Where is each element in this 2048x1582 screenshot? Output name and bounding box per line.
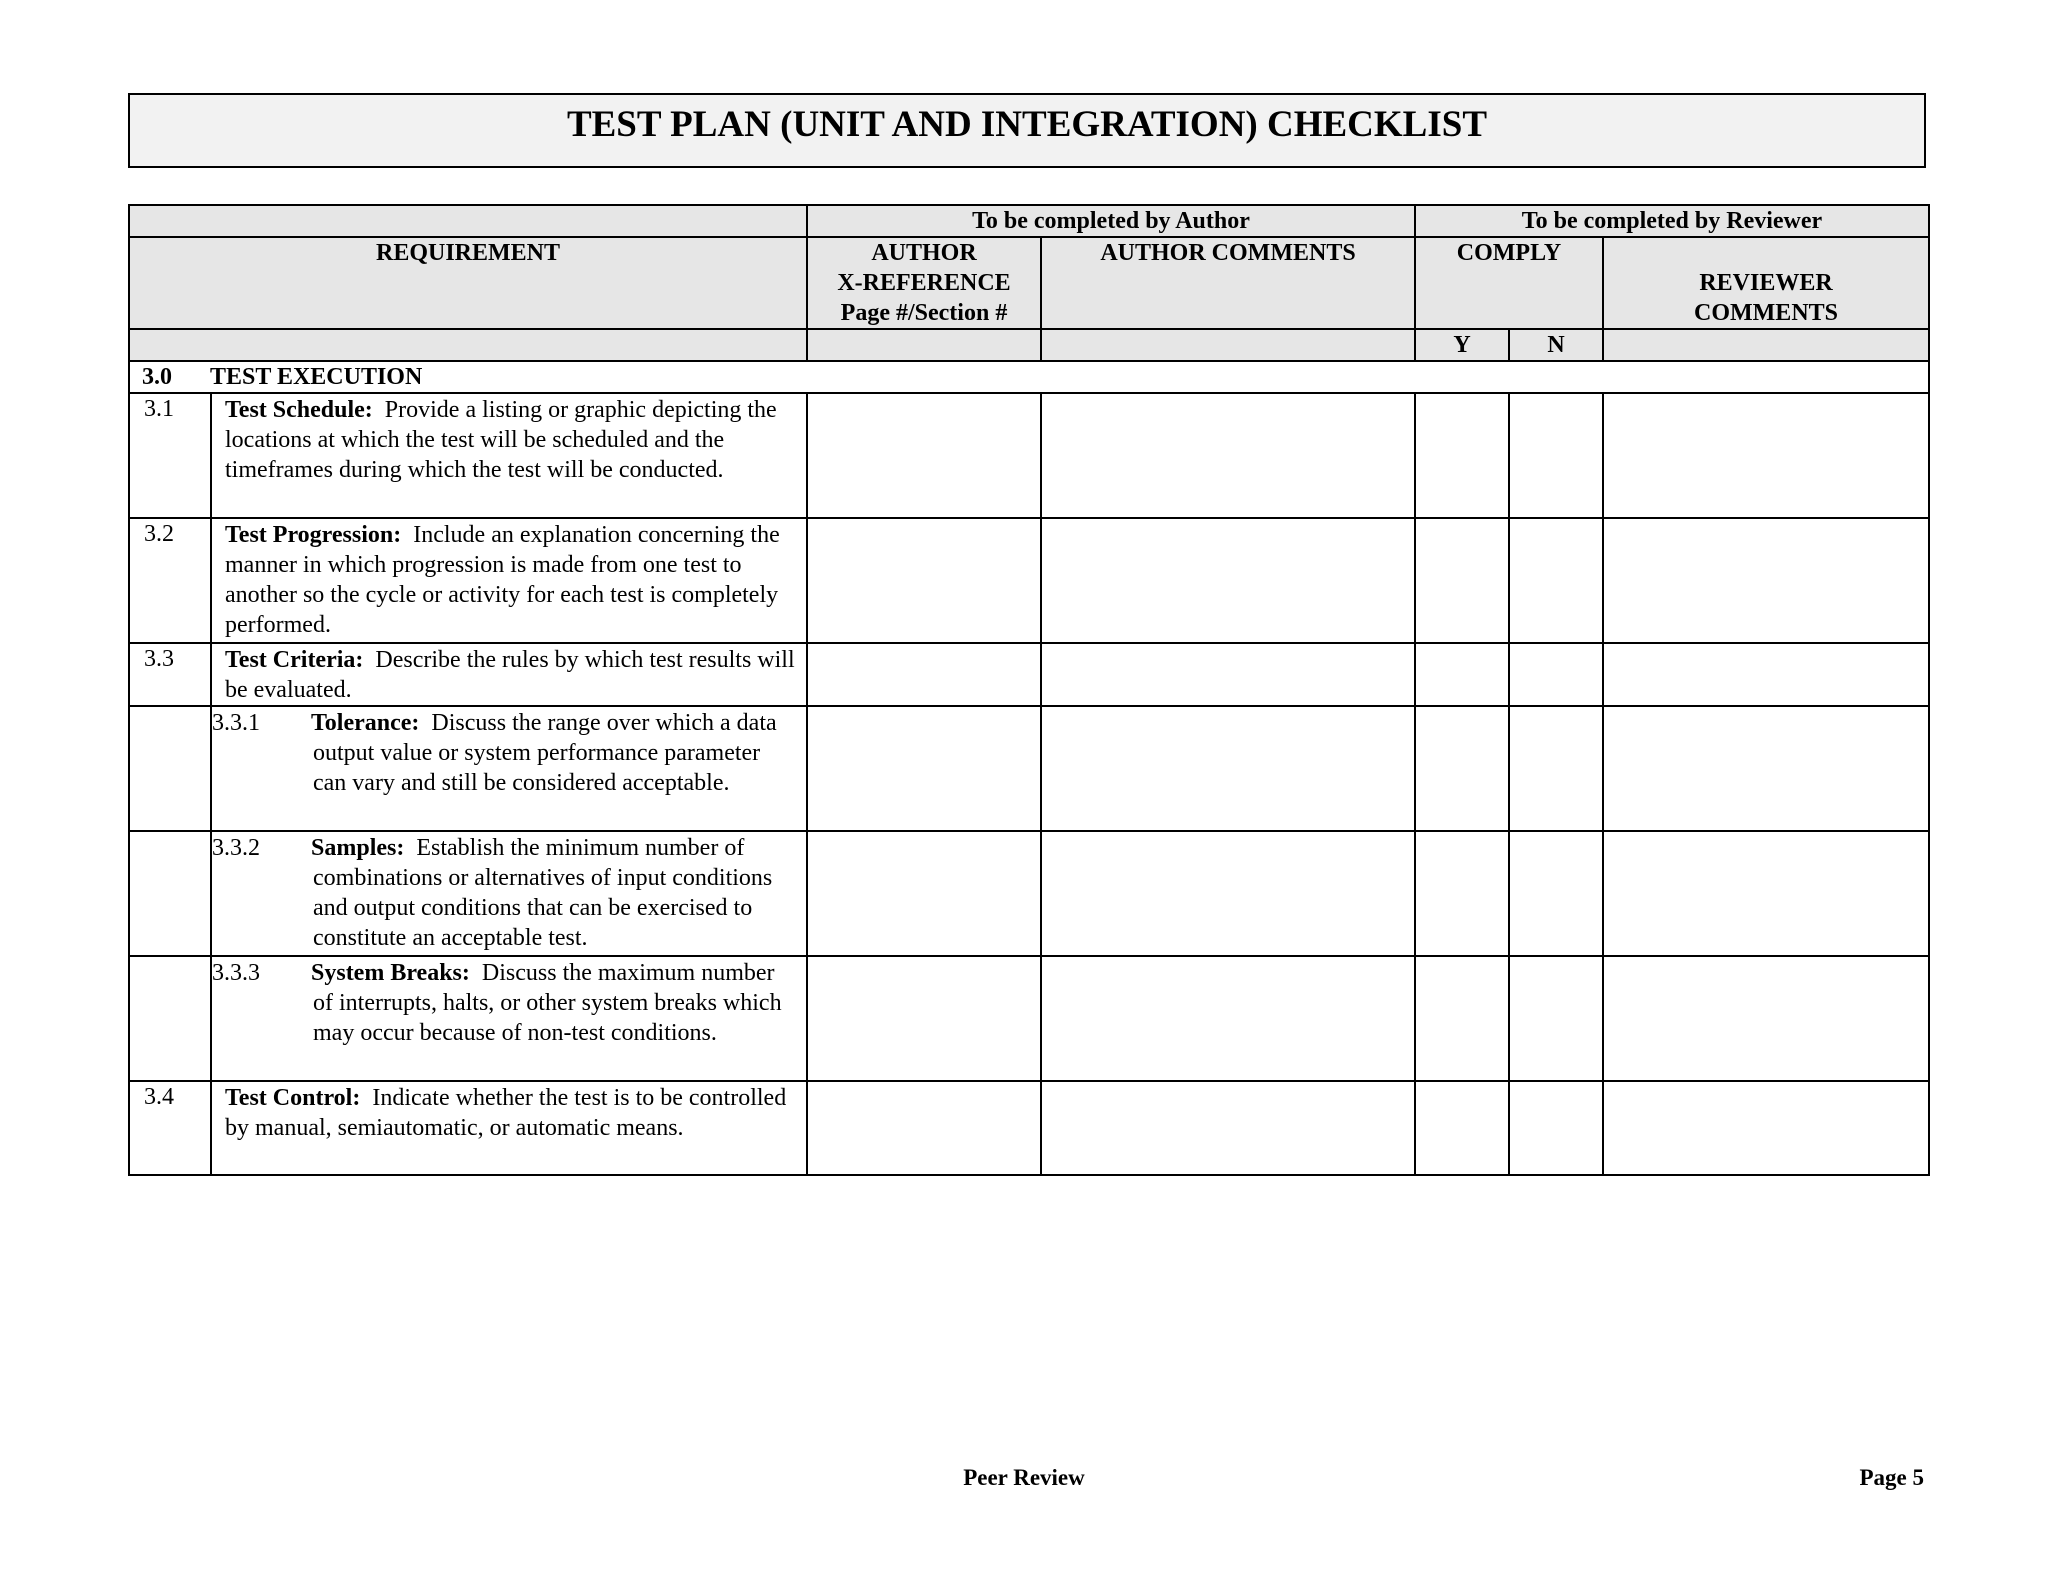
table-row: [129, 706, 1929, 831]
author-comments-cell[interactable]: [1041, 956, 1415, 1081]
requirement-number: 3.3.2: [212, 835, 260, 861]
requirement-text-cell: [211, 643, 807, 706]
section-heading: [129, 361, 1929, 393]
reviewer-comments-cell[interactable]: [1603, 518, 1929, 643]
header-row-columns: [129, 237, 1929, 329]
author-xref-cell[interactable]: [807, 956, 1041, 1081]
table-row: [129, 643, 1929, 706]
requirement-number-empty: [129, 831, 211, 956]
author-xref-line1: AUTHOR: [871, 240, 977, 266]
header-row-groups: [129, 205, 1929, 237]
requirement-description: Discuss the range over which a data output value or system performance parameter can vary and still be considered acceptable.: [313, 710, 777, 796]
reviewer-comments-cell[interactable]: [1603, 643, 1929, 706]
reviewer-comments-line1: REVIEWER: [1699, 270, 1833, 296]
requirement-term: Test Schedule:: [225, 397, 373, 423]
requirement-text-cell: [211, 518, 807, 643]
comply-n-cell[interactable]: [1509, 518, 1603, 643]
sub-header-blank-reviewer: [1603, 329, 1929, 361]
comply-n-cell[interactable]: [1509, 643, 1603, 706]
author-comments-cell[interactable]: [1041, 706, 1415, 831]
requirement-number: 3.1: [129, 393, 211, 518]
requirement-text-cell: [211, 393, 807, 518]
requirement-text-cell: [211, 1081, 807, 1175]
sub-header-blank-xref: [807, 329, 1041, 361]
comply-n-cell[interactable]: [1509, 831, 1603, 956]
comply-y-cell[interactable]: [1415, 393, 1509, 518]
group-header-reviewer: To be completed by Reviewer: [1415, 205, 1929, 237]
comply-n-cell[interactable]: [1509, 956, 1603, 1081]
column-header-comply-n: N: [1509, 329, 1603, 361]
comply-n-cell[interactable]: [1509, 393, 1603, 518]
table-row: [129, 393, 1929, 518]
section-row: [129, 361, 1929, 393]
requirement-text-cell: [211, 706, 807, 831]
column-header-reviewer-comments: [1603, 237, 1929, 329]
header-row-comply-sub: [129, 329, 1929, 361]
requirement-number: 3.3.3: [212, 960, 260, 986]
column-header-comply-y: Y: [1415, 329, 1509, 361]
page-number: Page 5: [1859, 1465, 1924, 1490]
reviewer-comments-cell[interactable]: [1603, 831, 1929, 956]
footer-label: Peer Review: [963, 1465, 1085, 1490]
checklist-table: [128, 204, 1930, 1176]
table-row: [129, 1081, 1929, 1175]
comply-y-cell[interactable]: [1415, 956, 1509, 1081]
reviewer-comments-cell[interactable]: [1603, 956, 1929, 1081]
sub-header-blank-author-comments: [1041, 329, 1415, 361]
requirement-term: Test Criteria:: [225, 647, 364, 673]
requirement-term: Test Control:: [225, 1085, 361, 1111]
requirement-description: Indicate whether the test is to be controlled by manual, semiautomatic, or automatic means.: [225, 1085, 787, 1141]
table-row: [129, 831, 1929, 956]
reviewer-comments-cell[interactable]: [1603, 706, 1929, 831]
section-number: 3.0: [142, 364, 172, 390]
requirement-number-empty: [129, 956, 211, 1081]
author-comments-cell[interactable]: [1041, 393, 1415, 518]
requirement-description: Discuss the maximum number of interrupts, halts, or other system breaks which may occur because of non-test conditions.: [313, 960, 782, 1046]
author-comments-cell[interactable]: [1041, 831, 1415, 956]
column-header-author-xref: [807, 237, 1041, 329]
requirement-text-cell: [211, 956, 807, 1081]
section-title: TEST EXECUTION: [210, 364, 423, 390]
comply-n-cell[interactable]: [1509, 706, 1603, 831]
requirement-description: Establish the minimum number of combinations or alternatives of input conditions and output conditions that can be exercised to constitute an acceptable test.: [313, 835, 773, 951]
comply-y-cell[interactable]: [1415, 518, 1509, 643]
header-blank-cell: [129, 205, 807, 237]
reviewer-comments-cell[interactable]: [1603, 393, 1929, 518]
requirement-description: Describe the rules by which test results will be evaluated.: [225, 647, 795, 703]
reviewer-comments-line2: COMMENTS: [1694, 300, 1838, 326]
table-row: [129, 518, 1929, 643]
document-title: TEST PLAN (UNIT AND INTEGRATION) CHECKLIST: [566, 104, 1488, 145]
author-xref-cell[interactable]: [807, 706, 1041, 831]
group-header-author: To be completed by Author: [807, 205, 1415, 237]
sub-header-blank-requirement: [129, 329, 807, 361]
author-xref-cell[interactable]: [807, 518, 1041, 643]
requirement-description: Include an explanation concerning the manner in which progression is made from one test to another so the cycle or activity for each test is completely performed.: [225, 522, 780, 638]
table-row: [129, 956, 1929, 1081]
author-xref-cell[interactable]: [807, 643, 1041, 706]
column-header-author-comments: AUTHOR COMMENTS: [1041, 237, 1415, 329]
requirement-number-empty: [129, 706, 211, 831]
author-comments-cell[interactable]: [1041, 643, 1415, 706]
author-xref-line2: X-REFERENCE: [837, 270, 1011, 296]
author-comments-cell[interactable]: [1041, 518, 1415, 643]
column-header-comply: COMPLY: [1415, 237, 1603, 329]
requirement-term: Tolerance:: [311, 710, 420, 736]
comply-y-cell[interactable]: [1415, 706, 1509, 831]
author-xref-cell[interactable]: [807, 1081, 1041, 1175]
requirement-number: 3.3: [129, 643, 211, 706]
requirement-number: 3.2: [129, 518, 211, 643]
comply-n-cell[interactable]: [1509, 1081, 1603, 1175]
requirement-term: Samples:: [311, 835, 405, 861]
requirement-term: Test Progression:: [225, 522, 402, 548]
requirement-term: System Breaks:: [311, 960, 470, 986]
author-xref-cell[interactable]: [807, 393, 1041, 518]
author-xref-cell[interactable]: [807, 831, 1041, 956]
author-xref-line3: Page #/Section #: [840, 300, 1008, 326]
reviewer-comments-cell[interactable]: [1603, 1081, 1929, 1175]
comply-y-cell[interactable]: [1415, 1081, 1509, 1175]
comply-y-cell[interactable]: [1415, 831, 1509, 956]
column-header-requirement: REQUIREMENT: [129, 237, 807, 329]
requirement-number: 3.3.1: [212, 710, 260, 736]
requirement-description: Provide a listing or graphic depicting the locations at which the test will be scheduled and the timeframes during which the test will be conducted.: [225, 397, 777, 483]
title-box: [128, 93, 1926, 168]
requirement-number: 3.4: [129, 1081, 211, 1175]
author-comments-cell[interactable]: [1041, 1081, 1415, 1175]
requirement-text-cell: [211, 831, 807, 956]
comply-y-cell[interactable]: [1415, 643, 1509, 706]
